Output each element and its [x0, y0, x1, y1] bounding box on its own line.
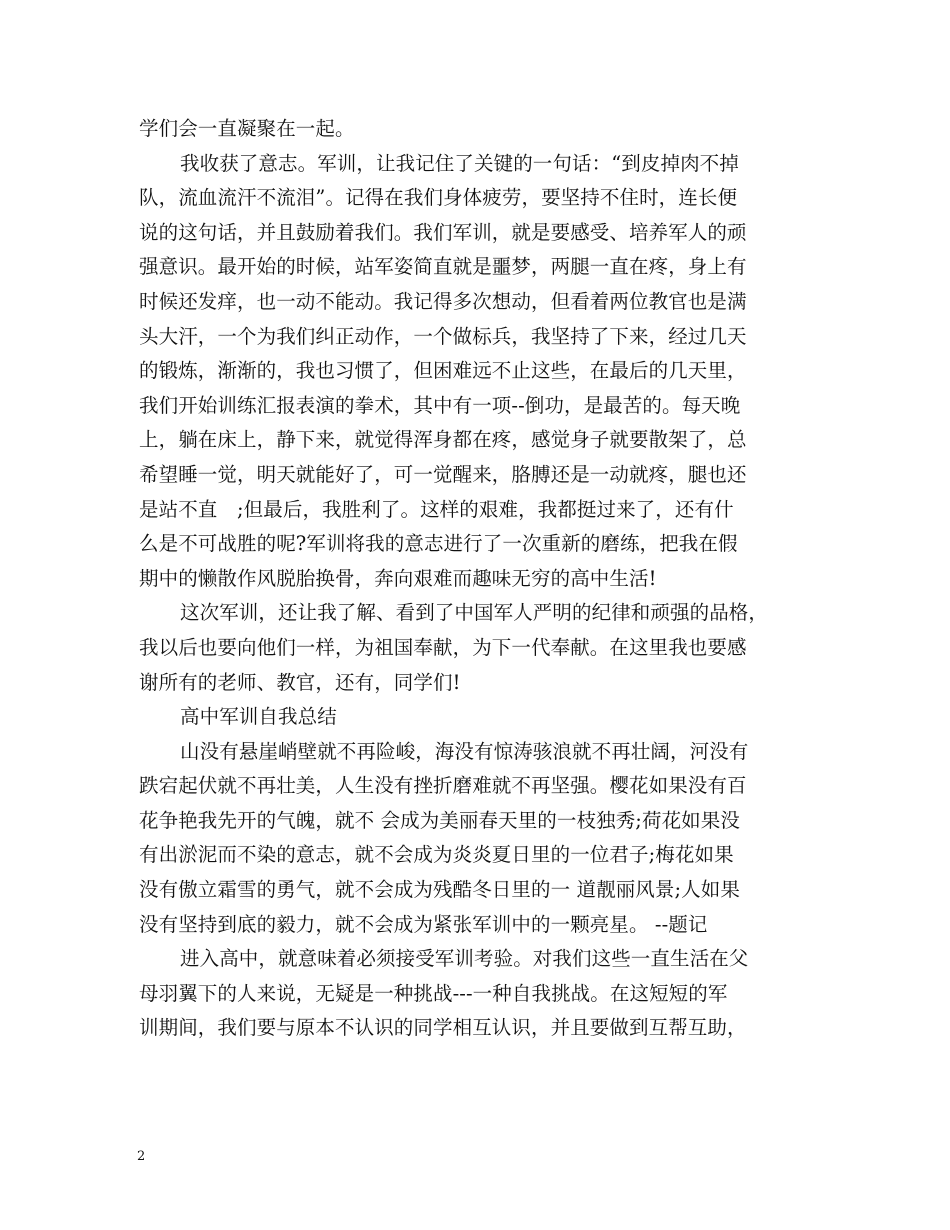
text-line: 上，躺在床上，静下来，就觉得浑身都在疼，感觉身子就要散架了，总: [139, 428, 747, 452]
text-line: 进入高中，就意味着必须接受军训考验。对我们这些一直生活在父: [180, 947, 749, 971]
text-line: 学们会一直凝聚在一起。: [139, 117, 355, 140]
text-line: 强意识。最开始的时候，站军姿简直就是噩梦，两腿一直在疼，身上有: [139, 255, 747, 279]
text-line: 希望睡一觉，明天就能好了，可一觉醒来，胳膊还是一动就疼，腿也还: [139, 462, 747, 486]
text-line: 我收获了意志。军训，让我记住了关键的一句话：“到皮掉肉不掉: [180, 151, 739, 175]
document-body: [139, 112, 839, 1046]
text-line: 没有傲立霜雪的勇气，就不会成为残酷冬日里的一 道靓丽风景;人如果: [139, 878, 740, 902]
text-line: 我以后也要向他们一样，为祖国奉献，为下一代奉献。在这里我也要感: [139, 635, 747, 659]
text-line: 山没有悬崖峭壁就不再险峻，海没有惊涛骇浪就不再壮阔，河没有: [180, 739, 749, 763]
page-number: 2: [137, 1149, 146, 1164]
text-line: 是站不直 ;但最后，我胜利了。这样的艰难，我都挺过来了，还有什: [139, 497, 734, 521]
text-line: 跌宕起伏就不再壮美，人生没有挫折磨难就不再坚强。樱花如果没有百: [139, 774, 747, 798]
text-line: 头大汗，一个为我们纠正动作，一个做标兵，我坚持了下来，经过几天: [139, 324, 747, 348]
text-line: 没有坚持到底的毅力，就不会成为紧张军训中的一颗亮星。 --题记: [139, 912, 708, 936]
text-line: 谢所有的老师、教官，还有，同学们!: [139, 670, 461, 694]
text-line: 母羽翼下的人来说，无疑是一种挑战---一种自我挑战。在这短短的军: [139, 981, 728, 1005]
text-line: 时候还发痒，也一动不能动。我记得多次想动，但看着两位教官也是满: [139, 289, 747, 313]
text-line: 期中的懒散作风脱胎换骨，奔向艰难而趣味无穷的高中生活!: [139, 566, 657, 590]
text-line: 这次军训，还让我了解、看到了中国军人严明的纪律和顽强的品格，: [180, 601, 769, 625]
text-line: 高中军训自我总结: [180, 705, 337, 729]
text-line: 么是不可战胜的呢?军训将我的意志进行了一次重新的磨练，把我在假: [139, 532, 738, 556]
text-line: 我们开始训练汇报表演的拳术，其中有一项--倒功，是最苦的。每天晚: [139, 393, 741, 417]
text-line: 训期间，我们要与原本不认识的同学相互认识，并且要做到互帮互助，: [139, 1016, 747, 1040]
text-line: 有出淤泥而不染的意志，就不会成为炎炎夏日里的一位君子;梅花如果: [139, 843, 734, 867]
text-line: 说的这句话，并且鼓励着我们。我们军训，就是要感受、培养军人的顽: [139, 220, 747, 244]
text-line: 花争艳我先开的气魄，就不 会成为美丽春天里的一枝独秀;荷花如果没: [139, 808, 740, 832]
text-line: 队，流血流汗不流泪”。记得在我们身体疲劳，要坚持不住时，连长便: [139, 186, 738, 210]
text-line: 的锻炼，渐渐的，我也习惯了，但困难远不止这些，在最后的几天里，: [139, 359, 747, 383]
